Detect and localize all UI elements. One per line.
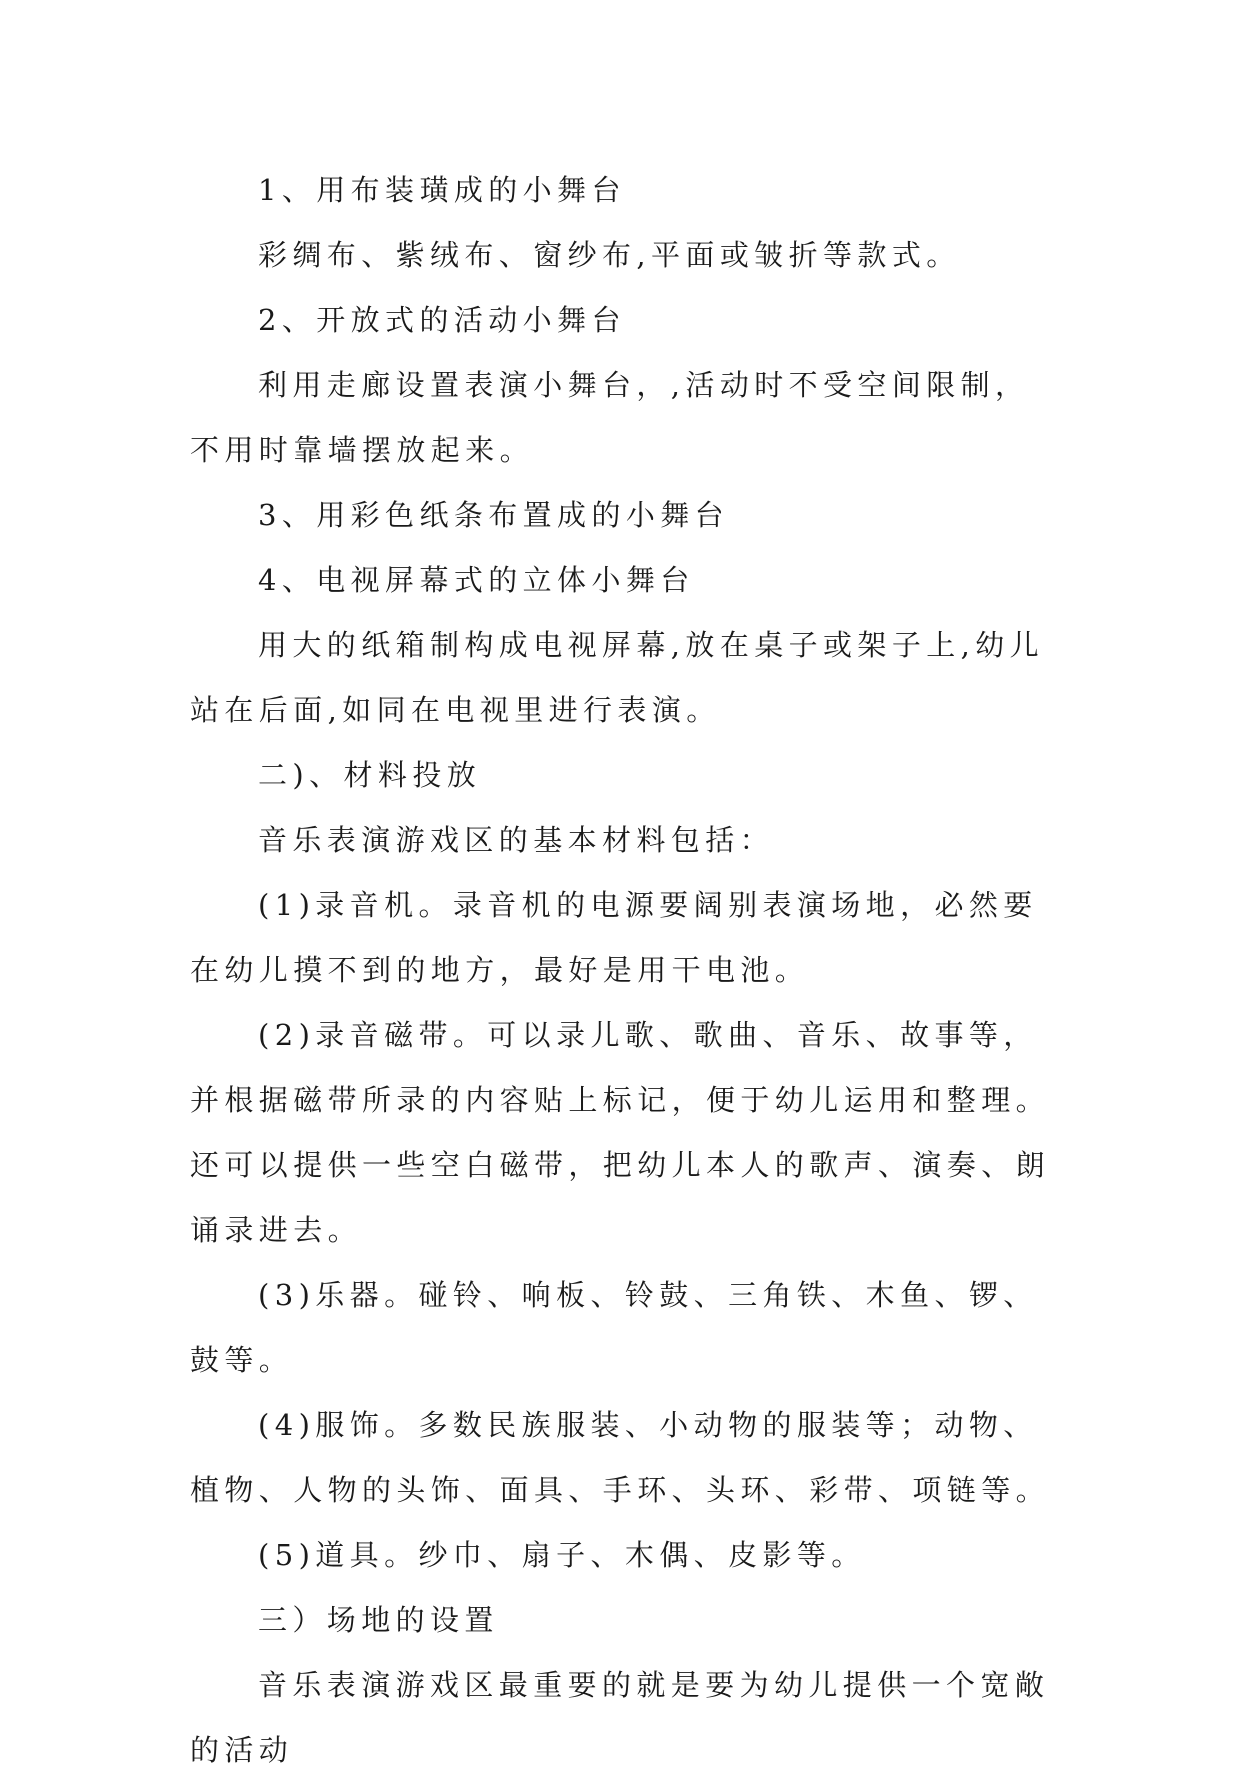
paragraph-venue: 音乐表演游戏区最重要的就是要为幼儿提供一个宽敞的活动 <box>190 1668 1050 1767</box>
paragraph-corridor-stage: 利用走廊设置表演小舞台，,活动时不受空间限制，不用时靠墙摆放起来。 <box>190 368 1030 467</box>
paragraph-materials-intro: 音乐表演游戏区的基本材料包括： <box>258 823 775 857</box>
paragraph-tv-screen: 用大的纸箱制构成电视屏幕,放在桌子或架子上,幼儿站在后面,如同在电视里进行表演。 <box>190 628 1045 727</box>
list-item-instruments: (3)乐器。碰铃、响板、铃鼓、三角铁、木鱼、锣、鼓等。 <box>190 1278 1038 1377</box>
heading-materials: 二)、材料投放 <box>258 758 482 792</box>
paragraph-fabric-types: 彩绸布、紫绒布、窗纱布,平面或皱折等款式。 <box>258 238 961 272</box>
heading-paper-strip-stage: 3、用彩色纸条布置成的小舞台 <box>258 498 730 532</box>
list-item-props: (5)道具。纱巾、扇子、木偶、皮影等。 <box>258 1538 866 1572</box>
heading-tv-screen-stage: 4、电视屏幕式的立体小舞台 <box>258 563 695 597</box>
heading-venue: 三）场地的设置 <box>258 1603 499 1637</box>
document-body <box>190 158 1058 1783</box>
list-item-costumes: (4)服饰。多数民族服装、小动物的服装等；动物、植物、人物的头饰、面具、手环、头环、彩带、项链等。 <box>190 1408 1051 1507</box>
list-item-recorder: (1)录音机。录音机的电源要阔别表演场地，必然要在幼儿摸不到的地方，最好是用干电池。 <box>190 888 1038 987</box>
heading-open-stage: 2、开放式的活动小舞台 <box>258 303 626 337</box>
heading-fabric-stage: 1、用布装璜成的小舞台 <box>258 173 626 207</box>
list-item-tapes: (2)录音磁带。可以录儿歌、歌曲、音乐、故事等，并根据磁带所录的内容贴上标记，便于幼儿运用和整理。还可以提供一些空白磁带，把幼儿本人的歌声、演奏、朗诵录进去。 <box>190 1018 1051 1247</box>
